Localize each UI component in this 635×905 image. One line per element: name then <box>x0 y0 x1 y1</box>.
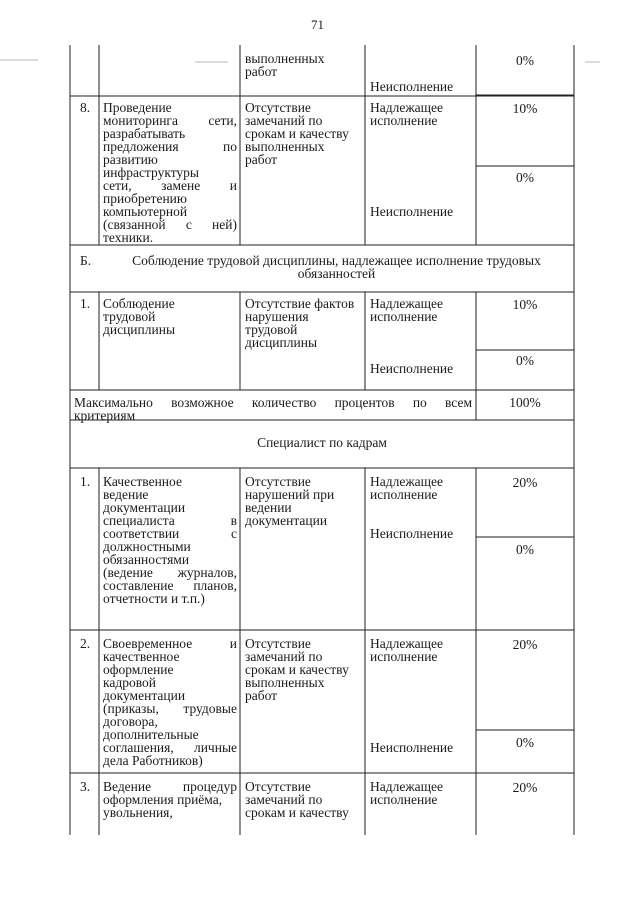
row-b1-condition-good: Надлежащее исполнение <box>370 296 444 324</box>
row-b1-number: 1. <box>80 296 91 311</box>
row-s2-number: 2. <box>80 636 91 651</box>
row-s2-criterion: Отсутствие замечаний по срокам и качеству выполненных работ <box>245 636 349 703</box>
row-s2-percent-good: 20% <box>512 637 538 652</box>
row-s3-parameter: Ведение процедур оформления приёма, увольнения, <box>103 779 237 820</box>
row8-percent-bad: 0% <box>516 170 534 185</box>
row8-parameter: Проведение мониторинга сети, разрабатывать предложения по развитию инфраструктуры сети, замене и приобретению компьютерной (связанной с ней) техники. <box>103 100 237 245</box>
specialist-header: Специалист по кадрам <box>257 435 387 450</box>
row8-percent-good: 10% <box>512 101 538 116</box>
row-b1-percent-bad: 0% <box>516 353 534 368</box>
row-s1-parameter: Качественное ведение документации специалиста в соответствии с должностными обязанностями (ведение журналов, составление планов, отчетности и т.п.) <box>103 474 237 606</box>
row-s3-condition-good: Надлежащее исполнение <box>370 779 444 807</box>
row-s1-percent-bad: 0% <box>516 542 534 557</box>
row-s2-condition-bad: Неисполнение <box>370 740 454 755</box>
row-b1-condition-bad: Неисполнение <box>370 361 454 376</box>
row8-condition-good: Надлежащее исполнение <box>370 100 444 128</box>
row-b1-parameter: Соблюдение трудовой дисциплины <box>103 296 176 337</box>
row-s3-percent-good: 20% <box>512 780 538 795</box>
section-b-title: Соблюдение трудовой дисциплины, надлежащее исполнение трудовых обязанностей <box>132 253 541 281</box>
row-b1-criterion: Отсутствие фактов нарушения трудовой дисциплины <box>245 296 355 350</box>
row-s1-condition-good: Надлежащее исполнение <box>370 474 444 502</box>
row8-condition-bad: Неисполнение <box>370 204 454 219</box>
row-s2-condition-good: Надлежащее исполнение <box>370 636 444 664</box>
top-condition-bad: Неисполнение <box>370 79 454 94</box>
section-b-letter: Б. <box>80 253 92 268</box>
page-number: 71 <box>311 17 324 32</box>
row-s1-number: 1. <box>80 474 91 489</box>
row-s1-criterion: Отсутствие нарушений при ведении документации <box>245 474 335 528</box>
row-s3-number: 3. <box>80 779 91 794</box>
max-row-value: 100% <box>509 395 541 410</box>
row8-number: 8. <box>80 100 91 115</box>
top-criterion: выполненных работ <box>245 51 325 79</box>
top-percent-bad: 0% <box>516 53 534 68</box>
row8-criterion: Отсутствие замечаний по срокам и качеству выполненных работ <box>245 100 349 167</box>
row-s3-criterion: Отсутствие замечаний по срокам и качеству <box>245 779 349 820</box>
row-s1-condition-bad: Неисполнение <box>370 526 454 541</box>
row-b1-percent-good: 10% <box>512 297 538 312</box>
row-s2-parameter: Своевременное и качественное оформление кадровой документации (приказы, трудовые договора, дополнительные соглашения, личные дела Работников) <box>103 636 237 768</box>
max-row-label: Максимально возможное количество процентов по всем критериям <box>74 395 472 423</box>
row-s1-percent-good: 20% <box>512 475 538 490</box>
row-s2-percent-bad: 0% <box>516 735 534 750</box>
